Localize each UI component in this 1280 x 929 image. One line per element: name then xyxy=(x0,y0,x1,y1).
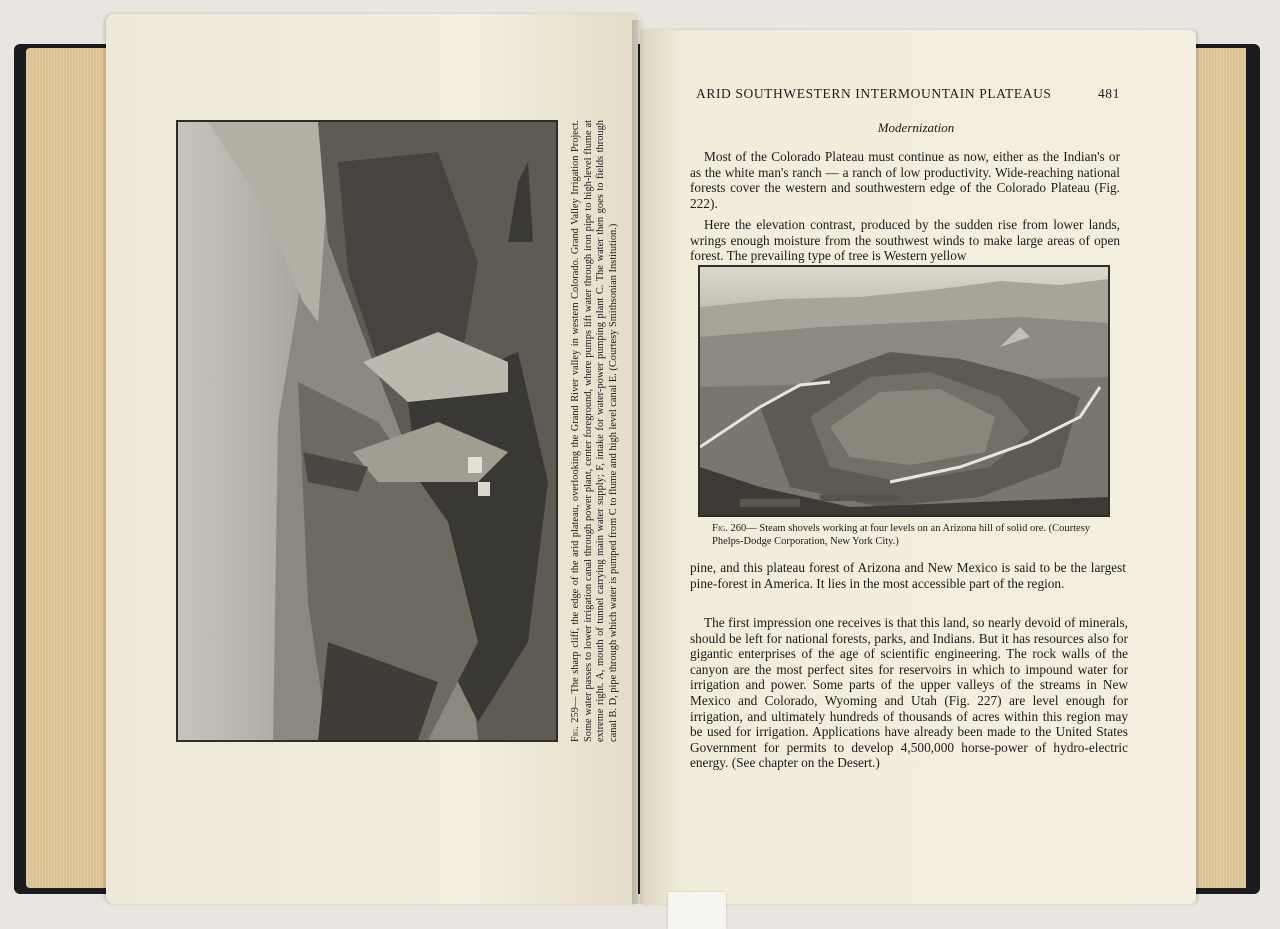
running-head-title: ARID SOUTHWESTERN INTERMOUNTAIN PLATEAUS xyxy=(696,86,1052,101)
section-title: Modernization xyxy=(877,120,955,135)
figure-259-caption xyxy=(570,120,620,742)
paragraph-3: pine, and this plateau forest of Arizona and New Mexico is said to be the largest pine-forest in America. It lies in the most accessible part of the region. xyxy=(690,560,1126,591)
figure-259-caption-wrap xyxy=(560,120,630,742)
figure-259-number: Fig. 259 xyxy=(569,707,581,742)
figure-259-caption-text: — The sharp cliff, the edge of the arid plateau, overlooking the Grand River valley in western Colorado. Grand Valley Irrigation Project. Some water passes to lower irrigation canal through power plant, center foreground, where pumps lift water through iron pipe to high-level flume at extreme right. A, mouth of tunnel carrying main water supply; F, intake for water-power pumping plant C. The water then goes to fields through canal B. D, pipe through which water is pumped from C to flume and high level canal E. (Courtesy Smithsonian Institution.) xyxy=(569,119,619,742)
figure-259-photo xyxy=(176,120,558,742)
paragraph-4: The first impression one receives is that this land, so nearly devoid of minerals, should be left for national forests, parks, and Indians. But it has resources also for gigantic enterprises of the age of scientific engineering. The rock walls of the canyon are the most perfect sites for reservoirs in which to impound water for irrigation and power. Some parts of the upper valleys of the streams in New Mexico and Colorado, Wyoming and Utah (Fig. 227) are level enough for irrigation, and ultimately hundreds of thousands of acres within this region may be used for irrigation. Applications have already been made to the United States Government for permits to develop 4,500,000 horse-power of hydro-electric energy. (See chapter on the Desert.) xyxy=(690,615,1128,771)
paragraph-1: Most of the Colorado Plateau must continue as now, either as the Indian's or as the white man's ranch — a ranch of low productivity. Wide-reaching national forests cover the western and southwestern edge of the Colorado Plateau (Fig. 222). xyxy=(690,149,1120,211)
book-gutter xyxy=(632,20,648,904)
bookmark-ribbon xyxy=(668,892,726,929)
paragraph-2: Here the elevation contrast, produced by the sudden rise from lower lands, wrings enough moisture from the southwest winds to make large areas of open forest. The prevailing type of tree is Western yellow xyxy=(690,217,1120,264)
figure-260-caption-text: — Steam shovels working at four levels on an Arizona hill of solid ore. (Courtesy Phelps-Dodge Corporation, New York City.) xyxy=(712,523,1091,547)
page-number: 481 xyxy=(1097,86,1120,101)
figure-260-number: Fig. 260 xyxy=(712,523,747,534)
figure-260-caption xyxy=(712,522,1108,548)
figure-260-photo xyxy=(698,265,1110,517)
running-head xyxy=(696,86,1120,102)
